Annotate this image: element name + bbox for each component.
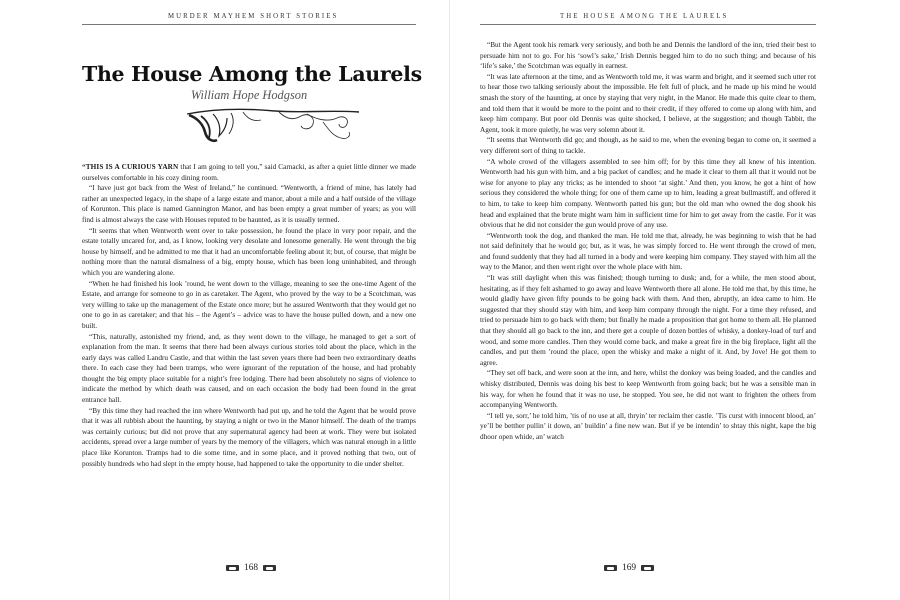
paragraph: “But the Agent took his remark very seriously, and both he and Dennis the landlord of the inn, tried their best to persuade him not to go. For his ‘sowl’s sake,’ Irish Dennis begged him to do no such thing; and because of his ‘life’s sake,’ the Scotchman was equally in earnest. xyxy=(480,41,816,71)
flourish-ornament-icon xyxy=(183,106,363,146)
paragraph: “They set off back, and were soon at the inn, and here, whilst the donkey was being loaded, and the candles and whisky distributed, Dennis was doing his best to keep Wentworth from going back; but he was a sensible man in his way, for when he found that it was no use, he stopped. You see, he did not want to frighten the others from accompanying Wentworth. xyxy=(480,369,816,410)
folio-ornament-icon xyxy=(641,565,654,571)
running-head-left: MURDER MAYHEM SHORT STORIES xyxy=(168,13,339,20)
page-number-left xyxy=(226,563,276,573)
paragraph: “By this time they had reached the inn where Wentworth had put up, and he told the Agent that he would prove that it was all rubbish about the haunting, by staying a night or two in the Manor himself. The death of the tramps was certainly curious; but did not prove that any supernatural agency had been at work. They were but isolated accidents, spread over a large number of years by the memory of the villagers, which was natural enough in a little place like Korunton. Tramps had to die some time, and in some place, and it proved nothing that two, out of possibly hundreds who had slept in the empty house, had happened to take the opportunity to die under shelter. xyxy=(82,406,416,468)
page-number-right xyxy=(604,563,654,573)
paragraph: “This, naturally, astonished my friend, and, as they went down to the village, he managed to get a sort of explanation from the man. It seems that there had been always curious stories told about the place, which in the early days was called Landru Castle, and that within the last seven years there had been two extraordinary deaths there. In each case they had been tramps, who were ignorant of the reputation of the house, and had probably thought the big empty place suitable for a night’s free lodging. There had been absolutely no signs of violence to indicate the method by which death was caused, and on each occasion the body had been found in the great entrance hall. xyxy=(82,332,416,405)
page-number: 169 xyxy=(622,563,637,573)
page-number: 168 xyxy=(244,563,259,573)
lead-in: “THIS IS A CURIOUS YARN xyxy=(82,163,179,171)
folio-ornament-icon xyxy=(226,565,239,571)
paragraph: “I tell ye, sorr,’ he told him, ’tis of no use at all, thryin’ ter reclaim ther castle. ’Tis curst with innocent blood, an’ ye’ll be betther pullin’ it down, an’ buildin’ a fine new wan. But if ye be intendin’ to shtay this night, kape the big dhoor open whide, an’ watch xyxy=(480,411,816,441)
paragraph: “A whole crowd of the villagers assembled to see him off; for by this time they all knew of his intention. Wentworth had his gun with him, and a big packet of candles; and he made it clear to them all that it would not be wise for anyone to play any tricks; as he intended to shoot ‘at sight.’ And then, you know, he got a hint of how serious they considered the whole thing; for one of them came up to him, leading a great bullmastiff, and offered it to him, to take to keep him company. Wentworth patted his gun; but the old man who owned the dog shook his head and explained that the brute might warn him in sufficient time for him to get away from the castle. For it was obvious that he did not consider the gun would prove of any use. xyxy=(480,157,816,230)
header-rule-left xyxy=(82,24,416,25)
paragraph: “It seems that Wentworth did go; and though, as he said to me, when the evening began to come on, it seemed a very different sort of thing to tackle. xyxy=(480,136,816,155)
paragraph: “I have just got back from the West of Ireland,” he continued. “Wentworth, a friend of mine, has lately had rather an unexpected legacy, in the shape of a large estate and manor, about a mile and a half outside of the village of Korunton. This place is named Gannington Manor, and has been empty a great number of years; as you will find is almost always the case with Houses reputed to be haunted, as it is usually termed. xyxy=(82,184,416,224)
paragraph: “When he had finished his look ’round, he went down to the village, meaning to see the one-time Agent of the Estate, and arrange for someone to go in as caretaker. The Agent, who proved by the way to be a Scotchman, was very willing to take up the management of the Estate once more; but he assured Wentworth that they would get no one to go in as caretaker; and that his – the Agent’s – advice was to have the house pulled down, and a new one built. xyxy=(82,279,416,330)
folio-ornament-icon xyxy=(263,565,276,571)
paragraph xyxy=(82,162,416,183)
right-body-text xyxy=(480,40,816,443)
right-page xyxy=(450,0,900,600)
story-author: William Hope Hodgson xyxy=(190,88,308,102)
paragraph-text: that I am going to tell you,” said Carnacki, as after a quiet little dinner we made ourselves comfortable in his cozy dining room. xyxy=(82,163,416,182)
folio-ornament-icon xyxy=(604,565,617,571)
left-body-text xyxy=(82,162,416,469)
paragraph: “It was still daylight when this was finished; though turning to dusk; and, for a while, the men stood about, hesitating, as if they felt ashamed to go away and leave Wentworth there all alone. He told me that, by this time, he would gladly have given fifty pounds to be going back with them. And then, abruptly, an idea came to him. He suggested that they should stay with him, and keep him company through the night. For a time they refused, and tried to persuade him to go back with them; but finally he made a proposition that got home to them all. He planned that they should all go back to the inn, and there get a couple of dozen bottles of whisky, a donkey-load of turf and wood, and some more candles. Then they would come back, and make a great fire in the big fireplace, light all the candles, and put them ’round the place, open the whisky and make a night of it. And, by Jove! He got them to agree. xyxy=(480,274,816,367)
running-head-right: THE HOUSE AMONG THE LAURELS xyxy=(560,13,729,20)
header-rule-right xyxy=(480,24,816,25)
paragraph: “It seems that when Wentworth went over to take possession, he found the place in very poor repair, and the estate totally uncared for, and, as I know, looking very desolate and lonesome generally. He went through the big house by himself, and he admitted to me that it had an uncomfortable feeling about it; but, of course, that might be nothing more than the natural dismalness of a big, empty house, which has been long uninhabited, and through which you are wandering alone. xyxy=(82,226,416,277)
story-title: The House Among the Laurels xyxy=(82,62,422,86)
paragraph: “Wentworth took the dog, and thanked the man. He told me that, already, he was beginning to wish that he had not said definitely that he would go; but, as it was, he was simply forced to. He went through the crowd of men, and found suddenly that they had all turned in a body and were keeping him company. They stayed with him all the way to the Manor, and then went right over the whole place with him. xyxy=(480,231,816,272)
paragraph: “It was late afternoon at the time, and as Wentworth told me, it was warm and bright, and it seemed such utter rot to hear those two talking seriously about the impossible. He felt full of pluck, and he made up his mind he would smash the story of the haunting, at once by staying that very night, in the Manor. He made this quite clear to them, and told them that it would be more to the point and to their credit, if they offered to come up along with him, and keep him company. But poor old Dennis was quite shocked, I believe, at the suggestion; and though Tabbit, the Agent, took it more quietly, he was very solemn about it. xyxy=(480,72,816,134)
